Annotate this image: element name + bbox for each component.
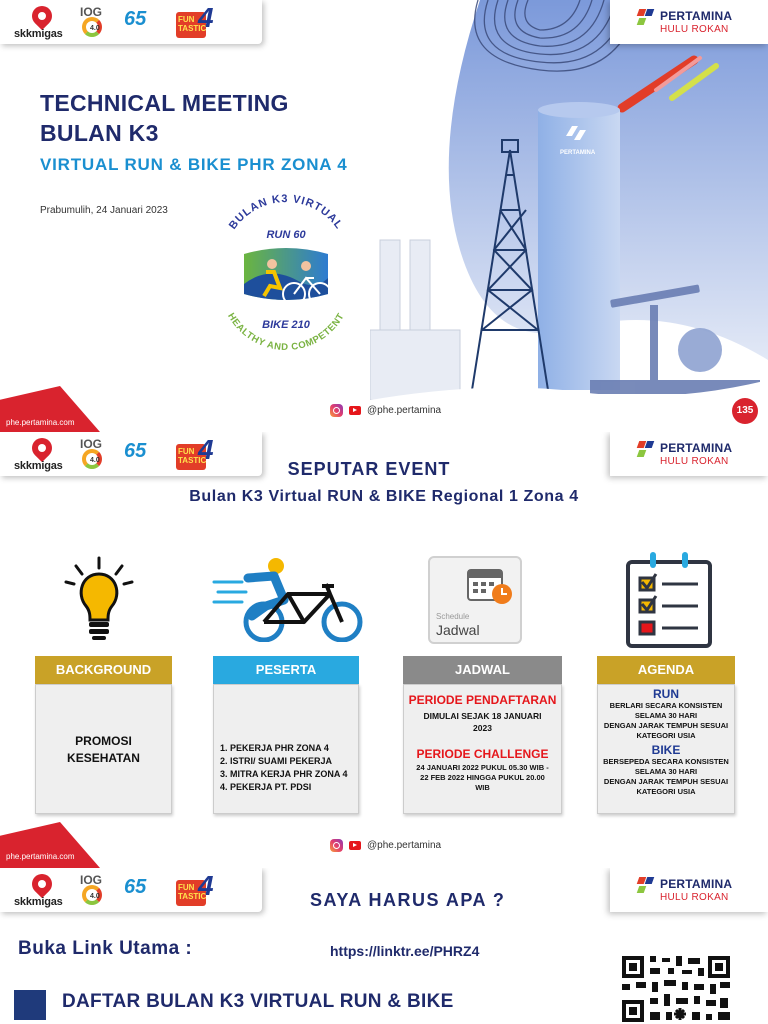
- main-link-label: Buka Link Utama :: [18, 938, 193, 959]
- section-subtitle: Bulan K3 Virtual RUN & BIKE Regional 1 Zona 4: [189, 488, 579, 505]
- iog-version: 4.0: [90, 893, 100, 900]
- page-subtitle: VIRTUAL RUN & BIKE PHR ZONA 4: [40, 155, 348, 174]
- iog-text: IOG: [80, 437, 103, 451]
- pertamina-mark-icon: [636, 877, 654, 895]
- funtastic4-logo: [176, 4, 218, 40]
- agenda-run-line: SELAMA 30 HARI: [634, 711, 698, 720]
- iog-logo: [80, 437, 112, 471]
- challenge-period-title: PERIODE CHALLENGE: [416, 747, 549, 761]
- page-title: [40, 88, 289, 148]
- funtastic4-logo: [176, 436, 218, 472]
- fun-number: 4: [198, 434, 214, 465]
- anniversary-number: 65: [124, 876, 147, 898]
- header-pertamina: [610, 0, 768, 44]
- bulan-k3-virtual-logo: [210, 194, 362, 354]
- corner-red-shape: [0, 822, 100, 868]
- slide-seputar-event: [0, 432, 768, 868]
- calendar-big-label: Jadwal: [436, 622, 480, 638]
- slide-technical-meeting: [0, 0, 768, 432]
- registration-period-line: DIMULAI SEJAK 18 JANUARI: [423, 711, 542, 721]
- agenda-card: [597, 684, 735, 814]
- main-link-url[interactable]: https://linktr.ee/PHRZ4: [330, 943, 480, 959]
- iog-version: 4.0: [90, 457, 100, 464]
- header-pertamina: [610, 868, 768, 912]
- slide-what-to-do: [0, 868, 768, 1024]
- pertamina-mark-icon: [636, 441, 654, 459]
- svg-text:BULAN K3 VIRTUAL: BULAN K3 VIRTUAL: [226, 194, 346, 232]
- skkmigas-text: skkmigas: [14, 460, 63, 472]
- location-pin-icon: [28, 434, 56, 462]
- fun-number: 4: [198, 2, 214, 33]
- iog-text: IOG: [80, 5, 103, 19]
- pertamina-sub: HULU ROKAN: [660, 892, 729, 903]
- agenda-run-line: KATEGORI USIA: [636, 731, 696, 740]
- pertamina-logo: [636, 7, 756, 39]
- pertamina-name: PERTAMINA: [660, 877, 733, 891]
- registration-period-title: PERIODE PENDAFTARAN: [408, 693, 557, 707]
- checklist-icon: [624, 550, 714, 648]
- location-pin-icon: [28, 2, 56, 30]
- agenda-run-line: BERLARI SECARA KONSISTEN: [609, 701, 723, 710]
- iog-text: IOG: [80, 873, 103, 887]
- skkmigas-logo: [14, 6, 70, 40]
- peserta-item: 3. MITRA KERJA PHR ZONA 4: [220, 769, 348, 779]
- skkmigas-text: skkmigas: [14, 28, 63, 40]
- header-partner-logos: [0, 0, 262, 44]
- instagram-icon: [330, 404, 343, 417]
- jadwal-card-header: JADWAL: [403, 656, 562, 684]
- instagram-icon: [330, 839, 343, 852]
- anniversary-badge: 135: [732, 398, 758, 424]
- peserta-card-header: PESERTA: [213, 656, 359, 684]
- pertamina-sub: HULU ROKAN: [660, 456, 729, 467]
- pertamina-name: PERTAMINA: [660, 9, 733, 23]
- location-pin-icon: [28, 870, 56, 898]
- lightbulb-icon: [62, 554, 136, 642]
- title-line-2: BULAN K3: [40, 120, 159, 146]
- youtube-icon: [349, 841, 361, 850]
- website-link[interactable]: phe.pertamina.com: [6, 852, 75, 861]
- iog-logo: [80, 873, 112, 907]
- title-line-1: TECHNICAL MEETING: [40, 90, 289, 116]
- iog-logo: [80, 5, 112, 39]
- social-handle[interactable]: [330, 839, 441, 852]
- background-line-2: KESEHATAN: [67, 751, 140, 765]
- youtube-icon: [349, 406, 361, 415]
- fun-number: 4: [198, 870, 214, 901]
- background-card-header: BACKGROUND: [35, 656, 172, 684]
- svg-text:HEALTHY AND COMPETENT: HEALTHY AND COMPETENT: [225, 311, 347, 354]
- challenge-period-line: 24 JANUARI 2022 PUKUL 05.30 WIB -: [416, 763, 549, 772]
- background-card: [35, 684, 172, 814]
- bullet-square-icon: [14, 990, 46, 1020]
- section-title: SAYA HARUS APA ?: [310, 890, 506, 910]
- pertamina-sub: HULU ROKAN: [660, 24, 729, 35]
- agenda-bike-line: DENGAN JARAK TEMPUH SESUAI: [603, 777, 729, 786]
- skkmigas-logo: [14, 438, 70, 472]
- fun-line-2: TASTIC: [178, 892, 207, 901]
- registration-period-line: 2023: [473, 723, 492, 733]
- agenda-run-title: RUN: [653, 687, 679, 701]
- iog-version: 4.0: [90, 25, 100, 32]
- calendar-small-label: Schedule: [436, 612, 470, 621]
- agenda-run-line: DENGAN JARAK TEMPUH SESUAI: [603, 721, 729, 730]
- social-handle-text: @phe.pertamina: [367, 840, 442, 851]
- peserta-item: 1. PEKERJA PHR ZONA 4: [220, 743, 329, 753]
- fun-line-1: FUN: [178, 15, 195, 24]
- svg-text:BIKE 210: BIKE 210: [262, 319, 310, 331]
- funtastic4-logo: [176, 872, 218, 908]
- fun-line-1: FUN: [178, 883, 195, 892]
- anniversary-number: 65: [124, 8, 147, 30]
- agenda-bike-line: SELAMA 30 HARI: [634, 767, 698, 776]
- anniversary-65-logo: [124, 440, 164, 468]
- section-title: SEPUTAR EVENT: [287, 459, 451, 479]
- jadwal-card: [403, 684, 562, 814]
- pertamina-logo: [636, 875, 756, 907]
- register-cta[interactable]: DAFTAR BULAN K3 VIRTUAL RUN & BIKE: [62, 991, 454, 1012]
- agenda-card-header: AGENDA: [597, 656, 735, 684]
- fun-line-2: TASTIC: [178, 24, 207, 33]
- background-line-1: PROMOSI: [75, 734, 132, 748]
- challenge-period-line: 22 FEB 2022 HINGGA PUKUL 20.00: [420, 773, 545, 782]
- peserta-card: [213, 684, 359, 814]
- agenda-bike-line: BERSEPEDA SECARA KONSISTEN: [603, 757, 729, 766]
- anniversary-65-logo: [124, 8, 164, 36]
- calendar-icon: [464, 564, 516, 608]
- svg-text:PERTAMINA: PERTAMINA: [560, 150, 596, 156]
- meeting-date: Prabumulih, 24 Januari 2023: [40, 205, 168, 216]
- agenda-bike-line: KATEGORI USIA: [636, 787, 696, 796]
- skkmigas-logo: [14, 874, 70, 908]
- schedule-icon: [428, 556, 522, 644]
- svg-text:RUN 60: RUN 60: [266, 229, 306, 241]
- header-partner-logos: [0, 868, 262, 912]
- header-partner-logos: [0, 432, 262, 476]
- peserta-item: 2. ISTRI/ SUAMI PEKERJA: [220, 756, 333, 766]
- skkmigas-text: skkmigas: [14, 896, 63, 908]
- agenda-bike-title: BIKE: [651, 743, 681, 757]
- anniversary-65-logo: [124, 876, 164, 904]
- pertamina-mark-icon: [636, 9, 654, 27]
- website-link[interactable]: phe.pertamina.com: [6, 418, 75, 427]
- header-pertamina: [610, 432, 768, 476]
- oil-field-illustration: [370, 0, 768, 432]
- cyclist-icon: [212, 556, 368, 642]
- anniversary-number: 65: [124, 440, 147, 462]
- fun-line-2: TASTIC: [178, 456, 207, 465]
- peserta-item: 4. PEKERJA PT. PDSI: [220, 782, 312, 792]
- qr-code-icon[interactable]: [620, 954, 732, 1024]
- challenge-period-line: WIB: [475, 783, 490, 792]
- pertamina-logo: [636, 439, 756, 471]
- pertamina-name: PERTAMINA: [660, 441, 733, 455]
- social-handle[interactable]: [330, 404, 441, 417]
- social-handle-text: @phe.pertamina: [367, 405, 442, 416]
- fun-line-1: FUN: [178, 447, 195, 456]
